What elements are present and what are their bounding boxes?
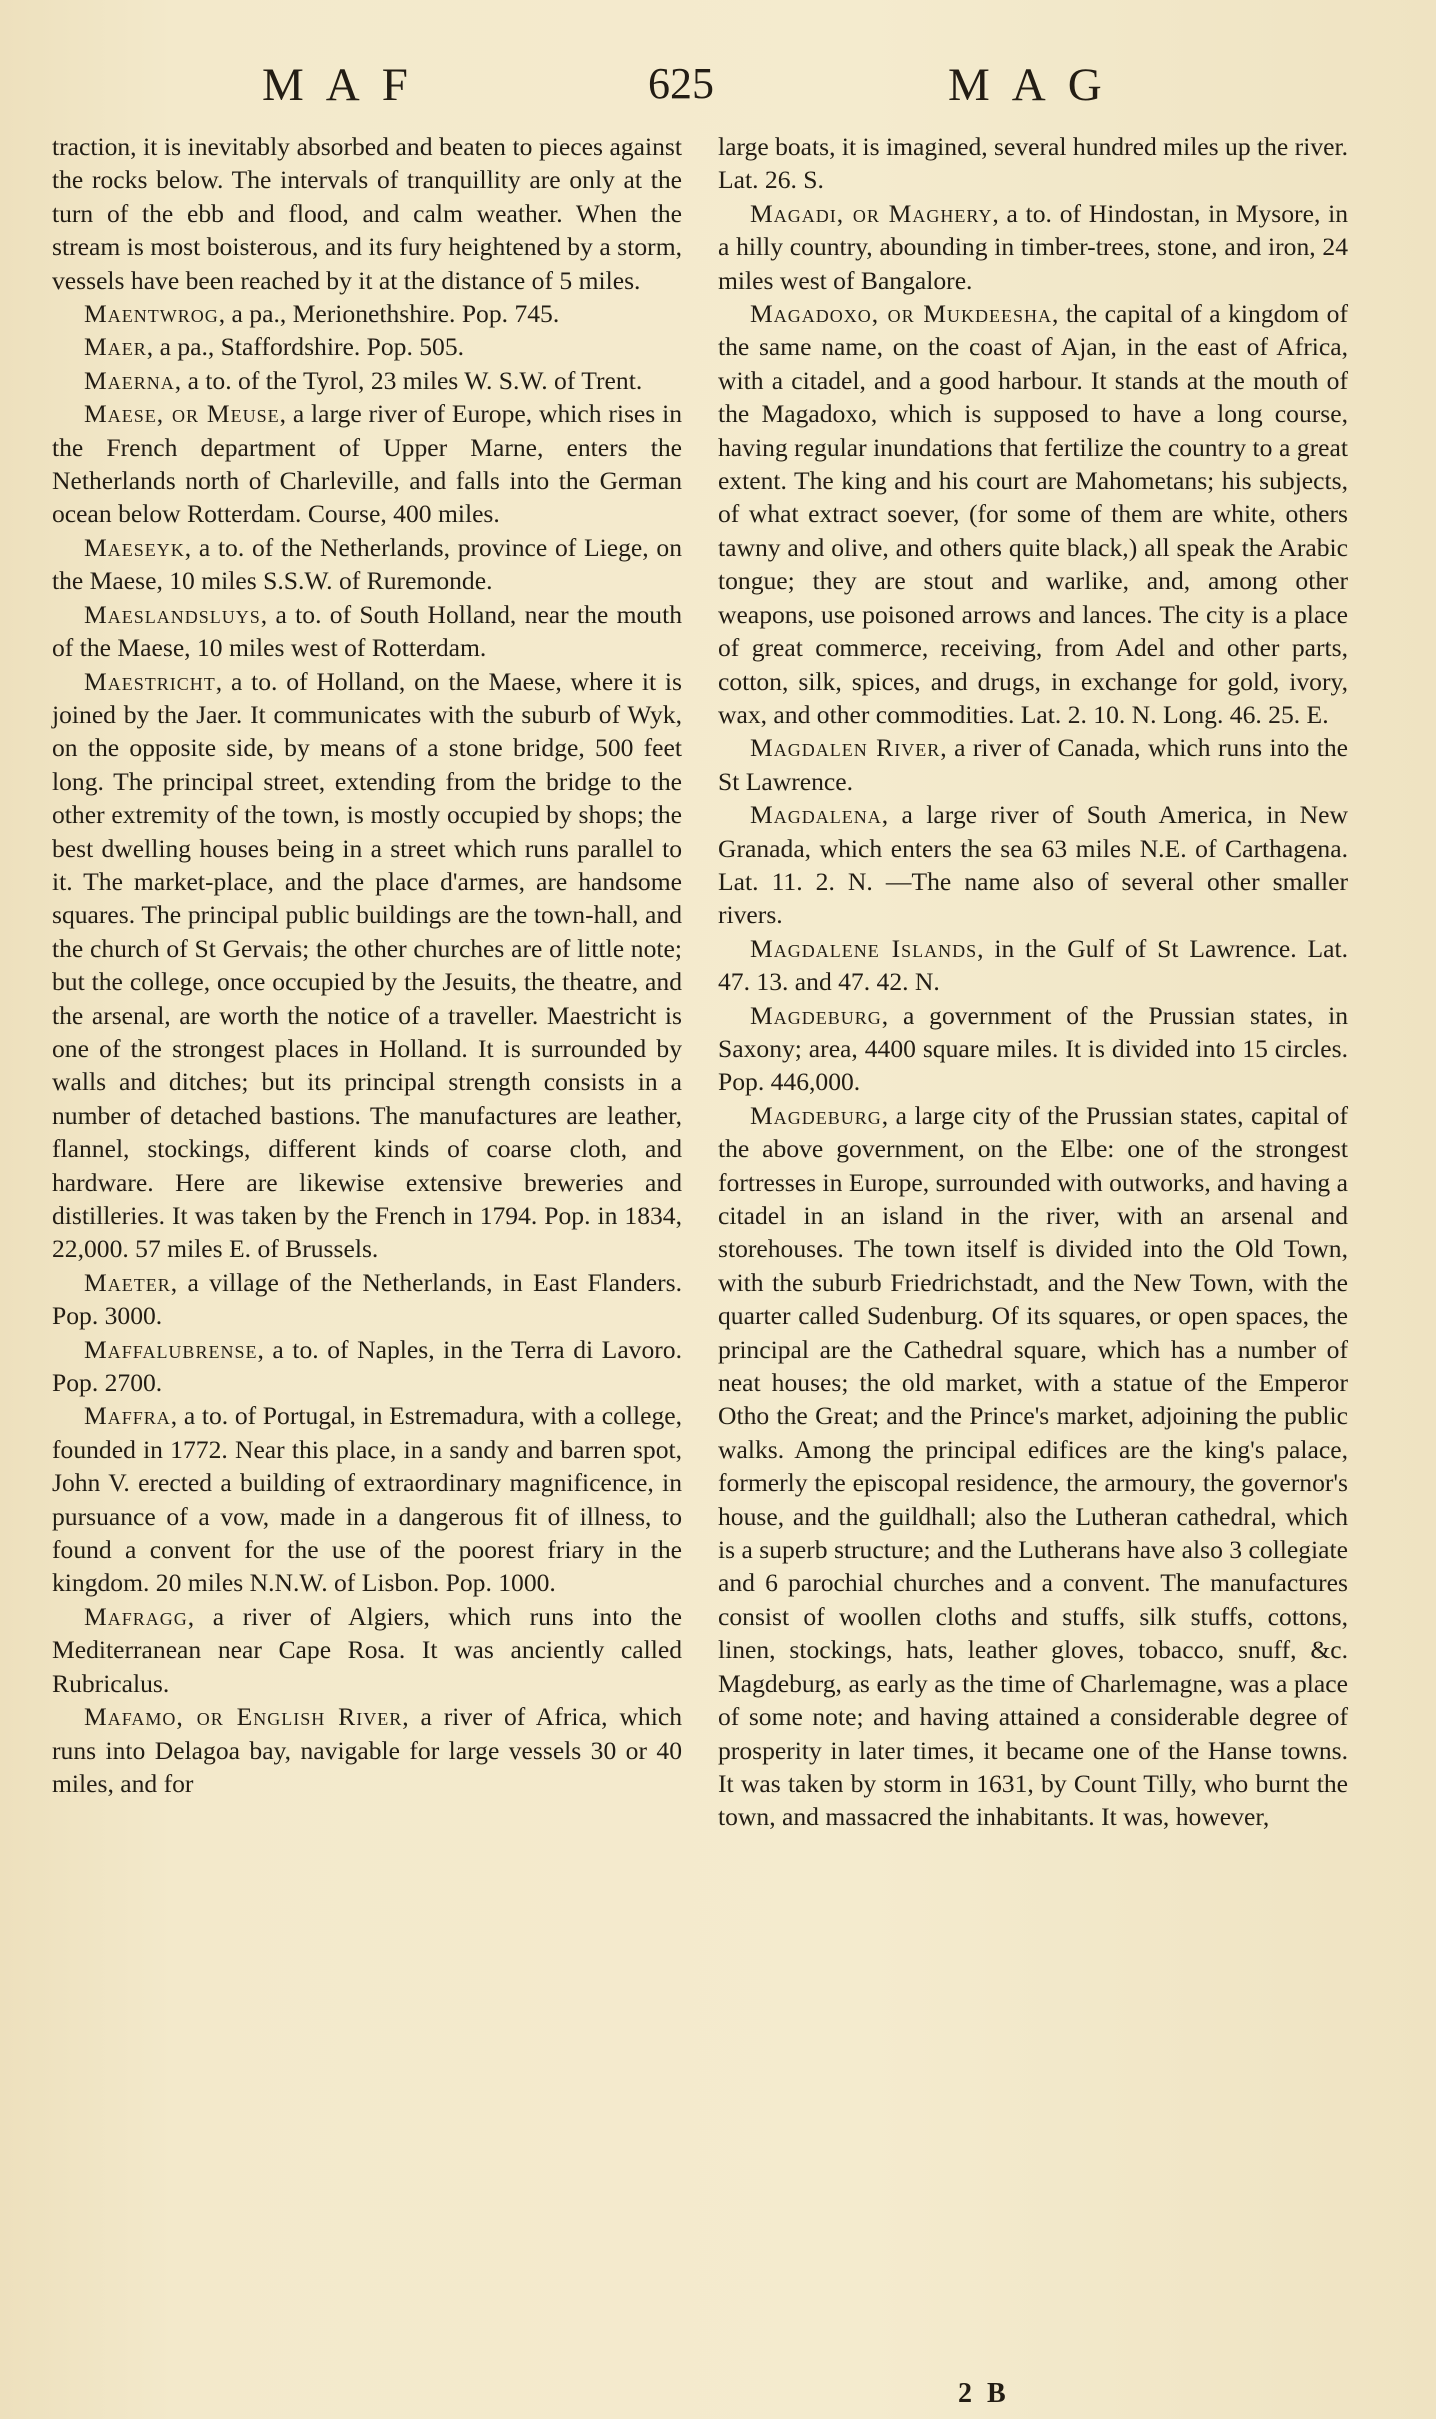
dictionary-entry: [718, 297, 1348, 731]
entry-headword: Magadi, or Maghery: [750, 198, 993, 228]
entry-headword: Magdeburg: [750, 1000, 882, 1030]
header-right-guide-word: MAG: [948, 59, 1124, 111]
entry-text: , a to. of South Holland, near the mouth of the Maese, 10 miles west of Rotterdam.: [52, 599, 682, 663]
entry-text: , a government of the Prussian states, in Saxony; area, 4400 square miles. It is divided into 15 circles. Pop. 446,000.: [718, 1000, 1348, 1097]
dictionary-entry: [52, 1266, 682, 1333]
entry-text: , a to. of Holland, on the Maese, where it is joined by the Jaer. It communicates with the suburb of Wyk, on the opposite side, by means of a stone bridge, 500 feet long. The principal street, extending from the bridge to the other extremity of the town, is mostly occupied by shops; the best dwelling houses being in a street which runs parallel to it. The market-place, and the place d'armes, are handsome squares. The principal public buildings are the town-hall, and the church of St Gervais; the other churches are of little note; but the college, once occupied by the Jesuits, the theatre, and the arsenal, are worth the notice of a traveller. Maestricht is one of the strongest places in Holland. It is surrounded by walls and ditches; but its principal strength consists in a number of detached bastions. The manufactures are leather, flannel, stockings, different kinds of coarse cloth, and hardware. Here are likewise extensive breweries and distilleries. It was taken by the French in 1794. Pop. in 1834, 22,000. 57 miles E. of Brussels.: [52, 666, 682, 1264]
entry-text: , a river of Africa, which runs into Delagoa bay, navigable for large vessels 30 or 40 miles, and for: [52, 1702, 683, 1798]
header-left-guide-word: MAF: [262, 59, 430, 111]
entry-text: , a large city of the Prussian states, capital of the above government, on the Elbe: one of the strongest fortresses in Europe, surrounded with outworks, and having a citadel in an island in the river, with an arsenal and storehouses. The town itself is divided into the Old Town, with the suburb Friedrichstadt, and the New Town, with the quarter called Sudenburg. Of its squares, or open spaces, the principal are the Cathedral square, which has a number of neat houses; the old market, with a statue of the Emperor Otho the Great; and the Prince's market, adjoining the public walks. Among the principal edifices are the king's palace, formerly the episcopal residence, the armoury, the governor's house, and the guildhall; also the Lutheran cathedral, which is a superb structure; and the Lutherans have also 3 collegiate and 6 parochial churches and a convent. The manufactures consist of woollen cloths and stuffs, silk stuffs, cottons, linen, stockings, hats, leather gloves, tobacco, snuff, &c. Magdeburg, as early as the time of Charlemagne, was a place of some note; and having attained a considerable degree of prosperity in later times, it became one of the Hanse towns. It was taken by storm in 1631, by Count Tilly, who burnt the town, and massacred the inhabitants. It was, however,: [718, 1100, 1348, 1832]
entry-headword: Maeter: [84, 1267, 171, 1297]
entry-text: , a river of Canada, which runs into the St Lawrence.: [718, 733, 1348, 796]
entry-text: , a large river of South America, in New Granada, which enters the sea 63 miles N.E. of Carthagena. Lat. 11. 2. N. —The name also of several other smaller rivers.: [718, 800, 1348, 930]
entry-headword: Maeslandsluys: [84, 599, 261, 629]
entry-headword: Mafragg: [84, 1601, 188, 1631]
entry-headword: Maestricht: [84, 666, 216, 696]
page-number: 625: [648, 59, 714, 108]
entry-headword: Maeseyk: [84, 532, 185, 562]
entry-headword: Maentwrog: [84, 299, 219, 329]
signature-mark: 2 B: [958, 2378, 1010, 2409]
dictionary-entry: [52, 1333, 682, 1400]
dictionary-entry: [52, 531, 682, 598]
entry-headword: Magdalen River: [750, 733, 941, 763]
dictionary-entry: [718, 798, 1348, 932]
entry-headword: Maer: [84, 332, 147, 362]
entry-text: , a pa., Merionethshire. Pop. 745.: [218, 299, 560, 329]
dictionary-entry: [718, 1099, 1348, 1834]
entry-headword: Maffra: [84, 1401, 171, 1431]
entry-text: , a to. of Hindostan, in Mysore, in a hilly country, abounding in timber-trees, stone, and iron, 24 miles west of Bangalore.: [718, 198, 1348, 295]
dictionary-entry: [52, 1700, 682, 1800]
entry-headword: Maese, or Meuse: [84, 399, 280, 429]
running-header: [0, 58, 1436, 118]
dictionary-entry: [52, 364, 682, 397]
entry-text: , a large river of Europe, which rises in the French department of Upper Marne, enters the Netherlands north of Charleville, and falls into the German ocean below Rotterdam. Course, 400 miles.: [52, 399, 682, 529]
entry-text: large boats, it is imagined, several hundred miles up the river. Lat. 26. S.: [718, 132, 1348, 195]
dictionary-entry: [52, 1399, 682, 1599]
entry-text: , a to. of Portugal, in Estremadura, with a college, founded in 1772. Near this place, in a sandy and barren spot, John V. erected a building of extraordinary magnificence, in pursuance of a vow, made in a dangerous fit of illness, to found a convent for the use of the poorest friary in the kingdom. 20 miles N.N.W. of Lisbon. Pop. 1000.: [52, 1401, 682, 1598]
dictionary-entry: [718, 932, 1348, 999]
dictionary-entry: [52, 397, 682, 531]
entry-text: , a village of the Netherlands, in East Flanders. Pop. 3000.: [52, 1267, 682, 1331]
dictionary-entry: [718, 999, 1348, 1099]
dictionary-entry: [52, 1600, 682, 1700]
dictionary-entry: [52, 598, 682, 665]
dictionary-entry: [718, 197, 1348, 297]
entry-headword: Maffalubrense: [84, 1334, 258, 1364]
dictionary-entry: [52, 330, 682, 363]
entry-text: , in the Gulf of St Lawrence. Lat. 47. 13. and 47. 42. N.: [718, 933, 1348, 997]
entry-text: , the capital of a kingdom of the same name, on the coast of Ajan, in the east of Africa, with a citadel, and a good harbour. It stands at the mouth of the Magadoxo, which is supposed to have a long course, having regular inundations that fertilize the country to a great extent. The king and his court are Mahometans; his subjects, of what extract soever, (for some of them are white, others tawny and olive, and others quite black,) all speak the Arabic tongue; they are stout and warlike, and, among other weapons, use poisoned arrows and lances. The city is a place of great commerce, receiving, from Adel and other parts, cotton, silk, spices, and drugs, in exchange for gold, ivory, wax, and other commodities. Lat. 2. 10. N. Long. 46. 25. E.: [718, 299, 1348, 729]
entry-headword: Magdeburg: [750, 1100, 882, 1130]
entry-headword: Magadoxo, or Mukdeesha: [750, 299, 1052, 329]
entry-text: , a river of Algiers, which runs into the Mediterranean near Cape Rosa. It was anciently called Rubricalus.: [52, 1601, 682, 1698]
dictionary-entry: [52, 297, 682, 330]
entry-text: , a to. of Naples, in the Terra di Lavoro. Pop. 2700.: [52, 1334, 682, 1398]
dictionary-entry: [718, 731, 1348, 798]
entry-headword: Maerna: [84, 365, 175, 395]
entry-text: , a to. of the Netherlands, province of Liege, on the Maese, 10 miles S.S.W. of Ruremonde.: [52, 532, 682, 596]
left-column: [52, 130, 682, 1800]
dictionary-entry: [52, 665, 682, 1266]
entry-text: , a pa., Staffordshire. Pop. 505.: [146, 332, 465, 362]
entry-text: , a to. of the Tyrol, 23 miles W. S.W. of Trent.: [174, 365, 643, 395]
entry-headword: Magdalene Islands: [750, 933, 978, 963]
dictionary-entry: [52, 130, 682, 297]
entry-headword: Magdalena: [750, 800, 882, 830]
entry-headword: Mafamo, or English River: [84, 1702, 403, 1732]
entry-text: traction, it is inevitably absorbed and beaten to pieces against the rocks below. The intervals of tranquillity are only at the turn of the ebb and flood, and calm weather. When the stream is most boisterous, and its fury heightened by a storm, vessels have been reached by it at the distance of 5 miles.: [52, 132, 682, 295]
dictionary-entry: [718, 130, 1348, 197]
right-column: [718, 130, 1348, 1834]
